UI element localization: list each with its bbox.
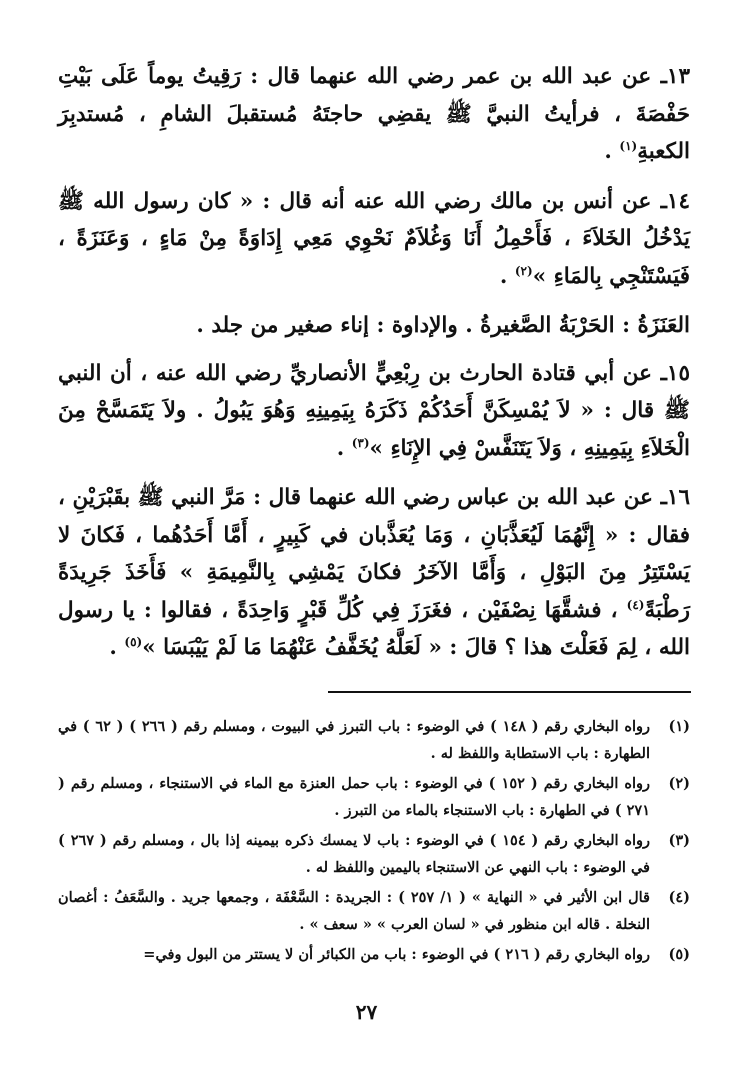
footnote-number: (٤)	[668, 889, 690, 906]
footnote-text: رواه البخاري رقم ( ١٤٨ ) في الوضوء : باب التبرز في البيوت ، ومسلم رقم ( ٢٦٦ ) ( ٦٢ ) في الطهارة : باب الاستطابة واللفظ له .	[58, 718, 650, 762]
footnote-number: (٥)	[668, 946, 690, 963]
hadith-14	[58, 183, 690, 296]
footnote-3	[58, 827, 690, 881]
hadith-14-text: ١٤ـ عن أنس بن مالك رضي الله عنه أنه قال : « كان رسول الله ﷺ يَدْخُلُ الخَلاَءَ ، فَأَحْمِلُ أَنَا وَغُلاَمٌ نَحْوِي مَعِي إِدَاوَةً مِنْ مَاءٍ ، وَعَنَزَةً ، فَيَسْتَنْجِي بِالمَاءِ »	[58, 188, 690, 289]
hadith-13-end: .	[604, 139, 620, 164]
footnote-text: رواه البخاري رقم ( ١٥٤ ) في الوضوء : باب لا يمسك ذكره بيمينه إذا بال ، ومسلم رقم ( ٢٦٧ ) في الوضوء : باب النهي عن الاستنجاء باليمين واللفظ له .	[58, 832, 650, 876]
footnote-ref-5: (٥)	[124, 634, 143, 649]
main-text	[58, 58, 690, 679]
hadith-16-end: .	[109, 635, 125, 660]
footnotes	[58, 713, 690, 971]
hadith-13	[58, 58, 690, 171]
gloss-note: العَنَزَةُ : الحَرْبَةُ الصَّغيرةُ . والإداوة : إناء صغير من جلد .	[196, 313, 690, 338]
hadith-16-continuation: ، فشقَّهَا نِصْفَيْن ، فغَرَزَ فِي كُلِّ قَبْرٍ وَاحِدَةً ، فقالوا : يا رسول الله ، لِمَ فَعَلْتَ هذا ؟ قالَ : « لَعَلَّهُ يُخَفَّفُ عَنْهُمَا مَا لَمْ يَيْبَسَا »	[58, 597, 690, 660]
hadith-15	[58, 355, 690, 468]
footnote-ref-2: (٢)	[514, 263, 533, 278]
footnote-text: رواه البخاري رقم ( ١٥٢ ) في الوضوء : باب حمل العنزة مع الماء في الاستنجاء ، ومسلم رقم ( ٢٧١ ) في الطهارة : باب الاستنجاء بالماء من التبرز .	[58, 775, 650, 819]
footnote-ref-1: (١)	[619, 138, 638, 153]
hadith-16-text: ١٦ـ عن عبد الله بن عباس رضي الله عنهما قال : مَرَّ النبي ﷺ بقَبْرَيْنِ ، فقال : « إِنَّهُمَا لَيُعَذَّبَانِ ، وَمَا يُعَذَّبان في كَبِيرٍ ، أَمَّا أَحَدُهُما ، فَكانَ لا يَسْتَتِرُ مِنَ البَوْلِ ، وَأَمَّا الآخَرُ فكانَ يَمْشِي بِالنَّمِيمَةِ » فَأَخَذَ جَرِيدَةً رَطْبَةً	[58, 485, 690, 623]
hadith-15-text: ١٥ـ عن أبي قتادة الحارث بن رِبْعِيٍّ الأنصاريِّ رضي الله عنه ، أن النبي ﷺ قال : « لاَ يُمْسِكَنَّ أَحَدُكُمْ ذَكَرَهُ بِيَمِينِهِ وَهُوَ يَبُولُ . ولاَ يَتَمَسَّحْ مِنَ الْخَلاَءِ بِيَمِينِهِ ، وَلاَ يَتَنَفَّسْ فِي الإِنَاءِ »	[58, 360, 690, 461]
hadith-16	[58, 479, 690, 667]
hadith-15-end: .	[336, 435, 352, 461]
footnote-5	[58, 941, 690, 968]
footnote-2	[58, 770, 690, 824]
footnote-4	[58, 884, 690, 938]
footnote-ref-3: (٣)	[351, 435, 370, 450]
footnote-divider	[328, 691, 691, 693]
page-number: ٢٧	[355, 1000, 378, 1024]
footnote-text: قال ابن الأثير في « النهاية » ( ١/ ٢٥٧ ) : الجريدة : السَّعْفَة ، وجمعها جريد . والسَّعَفُ : أغصان النخلة . قاله ابن منظور في « لسان العرب » « سعف » .	[58, 889, 650, 933]
hadith-13-text: ١٣ـ عن عبد الله بن عمر رضي الله عنهما قال : رَقِيتُ يوماً عَلَى بَيْتِ حَفْصَةَ ، فرأيتُ النبيَّ ﷺ يقضِي حاجتَهُ مُستقبلَ الشامِ ، مُستدبِرَ الكعبةِ	[58, 64, 690, 164]
hadith-14-end: .	[499, 263, 515, 289]
footnote-number: (٣)	[668, 832, 690, 849]
footnote-1	[58, 713, 690, 767]
footnote-number: (٢)	[668, 775, 690, 792]
footnote-number: (١)	[668, 718, 690, 735]
footnote-ref-4: (٤)	[626, 597, 645, 612]
footnote-text: رواه البخاري رقم ( ٢١٦ ) في الوضوء : باب من الكبائر أن لا يستتر من البول وفي=	[143, 946, 650, 963]
